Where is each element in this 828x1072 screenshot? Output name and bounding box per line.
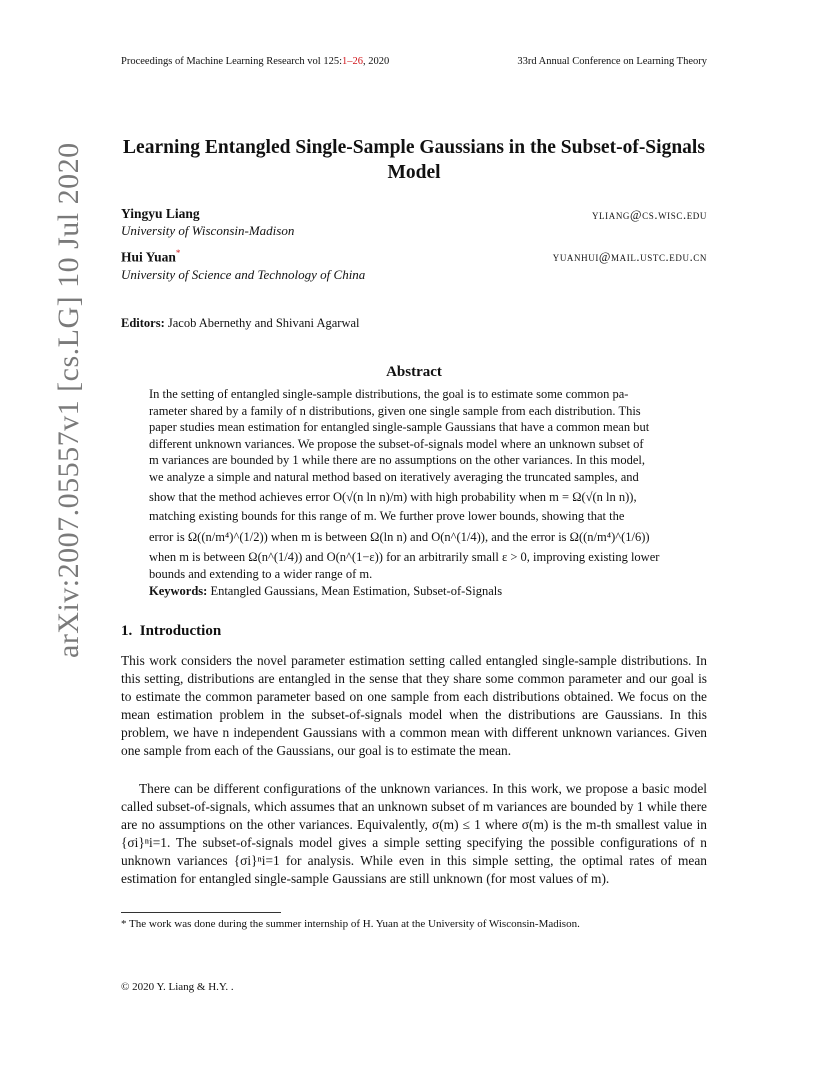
editors-line: Editors: Jacob Abernethy and Shivani Agarwal (121, 316, 360, 330)
paper-title: Learning Entangled Single-Sample Gaussians in the Subset-of-Signals Model (123, 137, 705, 183)
abstract-line: rameter shared by a family of n distributions, given one single sample from each distribution. This (149, 403, 641, 418)
author-email: yuanhui@mail.ustc.edu.cn (552, 250, 707, 264)
abstract-line: paper studies mean estimation for entangled single-sample Gaussians that have a common mean but (149, 420, 650, 435)
abstract-body (149, 386, 680, 599)
author-affiliation: University of Wisconsin-Madison (121, 223, 295, 238)
abstract-line: m variances are bounded by 1 while there are no assumptions on the other variances. In this model, (149, 453, 646, 468)
footnote-mark[interactable]: * (175, 248, 181, 258)
keywords-line: Keywords: Entangled Gaussians, Mean Estimation, Subset-of-Signals (149, 583, 503, 598)
abstract-line: bounds and extending to a wider range of m. (149, 566, 373, 581)
abstract-line: when m is between Ω(n^(1/4)) and O(n^(1−ε)) for an arbitrarily small ε > 0, improving existing lower (149, 550, 660, 565)
abstract-line: In the setting of entangled single-sample distributions, the goal is to estimate some common pa- (149, 387, 629, 401)
abstract-line: matching existing bounds for this range of m. We further prove lower bounds, showing that the (149, 509, 625, 524)
page-range-link[interactable]: 1–26 (342, 56, 364, 67)
running-header-left: Proceedings of Machine Learning Research vol 125:1–26, 2020 (121, 56, 390, 67)
intro-paragraph: There can be different configurations of the unknown variances. In this work, we propose a basic model called subset-of-signals, which assumes that an unknown subset of m variances are bounded by 1 while there are no assumptions on the other variances. Equivalently, σ(m) ≤ 1 where σ(m) is the m-th smallest value in {σi}ⁿi=1. The subset-of-signals model gives a simple setting specifying the possible configurations of n unknown variances {σi}ⁿi=1 for analysis. While even in this simple setting, the optimal rates of mean estimation for entangled single-sample Gaussians are still unknown (for most values of m). (121, 781, 707, 887)
abstract-heading: Abstract (386, 364, 442, 380)
author-affiliation: University of Science and Technology of China (121, 267, 366, 282)
abstract-line: different unknown variances. We propose the subset-of-signals model where an unknown subset of (149, 436, 644, 451)
author-name: Hui Yuan* (121, 248, 181, 265)
footnote: * The work was done during the summer internship of H. Yuan at the University of Wisconsin-Madison. (121, 918, 580, 930)
running-header-right: 33rd Annual Conference on Learning Theory (517, 56, 707, 67)
abstract-line: we analyze a simple and natural method based on iteratively averaging the truncated samples, and (149, 469, 639, 484)
footnote-divider (121, 912, 281, 913)
author-name: Yingyu Liang (121, 206, 200, 221)
abstract-line: show that the method achieves error O(√(n ln n)/m) with high probability when m = Ω(√(n ln n)), (149, 489, 637, 504)
arxiv-identifier-stamp: arXiv:2007.05557v1 [cs.LG] 10 Jul 2020 (52, 142, 85, 658)
author-email: yliang@cs.wisc.edu (591, 208, 707, 222)
abstract-line: error is Ω((n/m⁴)^(1/2)) when m is between Ω(ln n) and O(n^(1/4)), and the error is Ω((n/m⁴)^(1/6)) (149, 529, 650, 544)
section-heading: 1. Introduction (121, 623, 222, 639)
intro-paragraph: This work considers the novel parameter estimation setting called entangled single-sample distributions. In this setting, distributions are entangled in the sense that they share some common parameter and our goal is to estimate the common parameter based on one sample from each distributions obtained. We focus on the mean estimation problem in the subset-of-signals model when the distributions are Gaussians. In this problem, we have n independent Gaussians with a common mean with different unknown variances. Given one sample from each of the Gaussians, our goal is to estimate the mean. (121, 653, 707, 759)
copyright-line: © 2020 Y. Liang & H.Y. . (121, 981, 234, 993)
